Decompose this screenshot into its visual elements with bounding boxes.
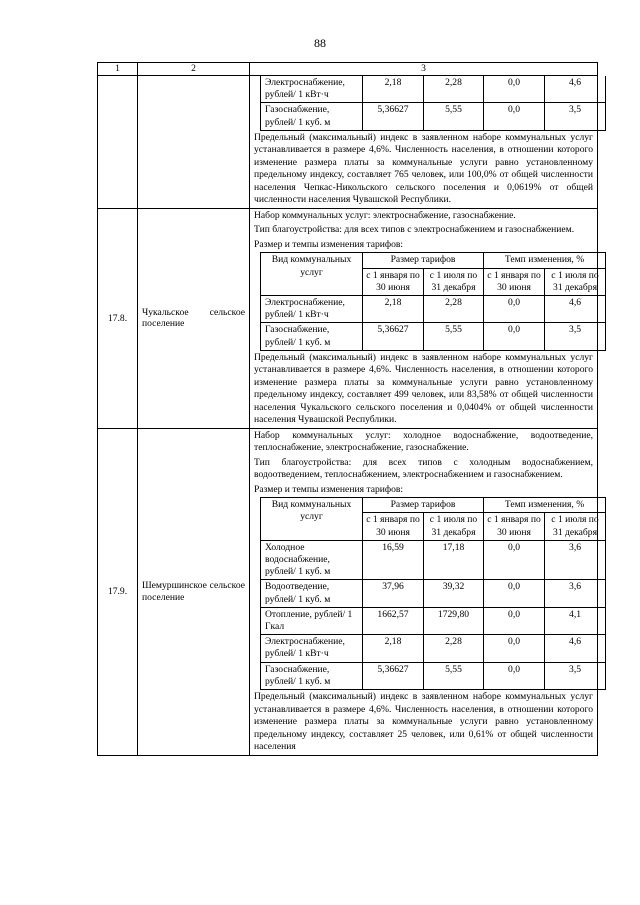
tariff-heading: Размер и темпы изменения тарифов: <box>254 238 404 250</box>
tariff-jan: 5,36627 <box>363 103 424 130</box>
tariff-jul: 39,32 <box>424 580 484 607</box>
rate-jul: 4,6 <box>545 295 606 322</box>
section-17-8 <box>98 208 598 428</box>
tariff-jan: 16,59 <box>363 540 424 580</box>
header-col-1: 1 <box>98 63 138 76</box>
header-col-2: 2 <box>138 63 250 76</box>
service-type-header: Вид коммунальных услуг <box>261 253 363 296</box>
tariff-jan: 5,36627 <box>363 323 424 350</box>
period-jul-header: с 1 июля по 31 декабря <box>424 513 484 540</box>
service-name: Водоотведение, рублей/ 1 куб. м <box>261 580 363 607</box>
tariff-table <box>97 62 598 756</box>
service-name: Электроснабжение, рублей/ 1 кВт·ч <box>261 295 363 322</box>
settlement-name: Шемуршинское сельское поселение <box>142 580 245 603</box>
period-jul-header: с 1 июля по 31 декабря <box>545 268 606 295</box>
table-row <box>261 580 606 607</box>
improvement-type: Тип благоустройства: для всех типов с электроснабжением и газоснабжением. <box>254 224 575 236</box>
rate-jan: 0,0 <box>484 103 545 130</box>
rate-jan: 0,0 <box>484 662 545 689</box>
service-name: Электроснабжение, рублей/ 1 кВт·ч <box>261 635 363 662</box>
table-row <box>261 635 606 662</box>
tariff-jan: 5,36627 <box>363 662 424 689</box>
service-name: Холодное водоснабжение, рублей/ 1 куб. м <box>261 540 363 580</box>
period-jan-header: с 1 января по 30 июня <box>484 268 545 295</box>
index-paragraph: Предельный (максимальный) индекс в заявленном наборе коммунальных услуг устанавливается в размере 4,6%. Численность населения, в отношении которого изменение размера платы за коммунальные услуги равно установленному предельному индексу, составляет 765 человек, или 100,0% от общей численности населения Чепкас-Никольского сельского поселения и 0,0619% от общей численности населения Чувашской Республики. <box>254 131 593 206</box>
table-row <box>261 607 606 634</box>
tariff-jul: 1729,80 <box>424 607 484 634</box>
settlement-name: Чукальское сельское поселение <box>142 306 245 330</box>
page-number: 88 <box>314 36 326 50</box>
tariff-subtable <box>260 252 606 350</box>
index-paragraph: Предельный (максимальный) индекс в заявленном наборе коммунальных услуг устанавливается в размере 4,6%. Численность населения, в отношении которого изменение размера платы за коммунальные услуги равно установленному предельному индексу, составляет 25 человек, или 0,61% от общей численности населения <box>254 691 593 753</box>
change-rate-header: Темп изменения, % <box>484 498 606 513</box>
period-jan-header: с 1 января по 30 июня <box>484 513 545 540</box>
section-number: 17.8. <box>98 208 138 428</box>
continuation-tariff-table <box>260 76 606 131</box>
services-set: Набор коммунальных услуг: электроснабжение, газоснабжение. <box>254 209 516 221</box>
table-row <box>261 323 606 350</box>
tariff-size-header: Размер тарифов <box>363 253 484 268</box>
rate-jan: 0,0 <box>484 76 545 103</box>
tariff-jul: 2,28 <box>424 635 484 662</box>
rate-jul: 3,6 <box>545 540 606 580</box>
rate-jan: 0,0 <box>484 580 545 607</box>
tariff-heading: Размер и темпы изменения тарифов: <box>254 483 404 495</box>
section-number: 17.9. <box>98 428 138 755</box>
index-paragraph: Предельный (максимальный) индекс в заявленном наборе коммунальных услуг устанавливается в размере 4,6%. Численность населения, в отношении которого изменение размера платы за коммунальные услуги равно установленному предельному индексу, составляет 499 человек, или 83,58% от общей численности населения Чукальского сельского поселения и 0,0404% от общей численности населения Чувашской Республики. <box>254 351 593 426</box>
service-type-header: Вид коммунальных услуг <box>261 498 363 541</box>
service-name: Газоснабжение, рублей/ 1 куб. м <box>261 662 363 689</box>
tariff-jan: 1662,57 <box>363 607 424 634</box>
tariff-jul: 5,55 <box>424 103 484 130</box>
period-jan-header: с 1 января по 30 июня <box>363 268 424 295</box>
period-jul-header: с 1 июля по 31 декабря <box>545 513 606 540</box>
tariff-size-header: Размер тарифов <box>363 498 484 513</box>
tariff-jul: 5,55 <box>424 323 484 350</box>
table-row <box>261 103 606 130</box>
tariff-jul: 5,55 <box>424 662 484 689</box>
header-col-3: 3 <box>250 63 598 76</box>
rate-jan: 0,0 <box>484 540 545 580</box>
table-row <box>261 76 606 103</box>
rate-jul: 3,5 <box>545 662 606 689</box>
rate-jul: 3,5 <box>545 323 606 350</box>
tariff-jul: 2,28 <box>424 76 484 103</box>
period-jan-header: с 1 января по 30 июня <box>363 513 424 540</box>
rate-jan: 0,0 <box>484 635 545 662</box>
change-rate-header: Темп изменения, % <box>484 253 606 268</box>
tariff-jan: 2,18 <box>363 295 424 322</box>
rate-jan: 0,0 <box>484 295 545 322</box>
continuation-row <box>98 76 598 209</box>
rate-jul: 3,5 <box>545 103 606 130</box>
tariff-jan: 37,96 <box>363 580 424 607</box>
rate-jan: 0,0 <box>484 607 545 634</box>
rate-jul: 4,6 <box>545 76 606 103</box>
tariff-jul: 17,18 <box>424 540 484 580</box>
tariff-jul: 2,28 <box>424 295 484 322</box>
rate-jul: 4,1 <box>545 607 606 634</box>
service-name: Газоснабжение, рублей/ 1 куб. м <box>261 323 363 350</box>
header-row <box>98 63 598 76</box>
improvement-type: Тип благоустройства: для всех типов с холодным водоснабжением, водоотведением, теплоснабжением, электроснабжением и газоснабжением. <box>254 456 593 481</box>
service-name: Газоснабжение, рублей/ 1 куб. м <box>261 103 363 130</box>
services-set: Набор коммунальных услуг: холодное водоснабжение, водоотведение, теплоснабжение, электроснабжение, газоснабжение. <box>254 429 593 454</box>
rate-jan: 0,0 <box>484 323 545 350</box>
table-row <box>261 540 606 580</box>
rate-jul: 4,6 <box>545 635 606 662</box>
period-jul-header: с 1 июля по 31 декабря <box>424 268 484 295</box>
table-row <box>261 662 606 689</box>
tariff-jan: 2,18 <box>363 76 424 103</box>
section-17-9 <box>98 428 598 755</box>
service-name: Электроснабжение, рублей/ 1 кВт·ч <box>261 76 363 103</box>
table-row <box>261 295 606 322</box>
rate-jul: 3,6 <box>545 580 606 607</box>
tariff-subtable <box>260 497 606 690</box>
tariff-jan: 2,18 <box>363 635 424 662</box>
service-name: Отопление, рублей/ 1 Гкал <box>261 607 363 634</box>
